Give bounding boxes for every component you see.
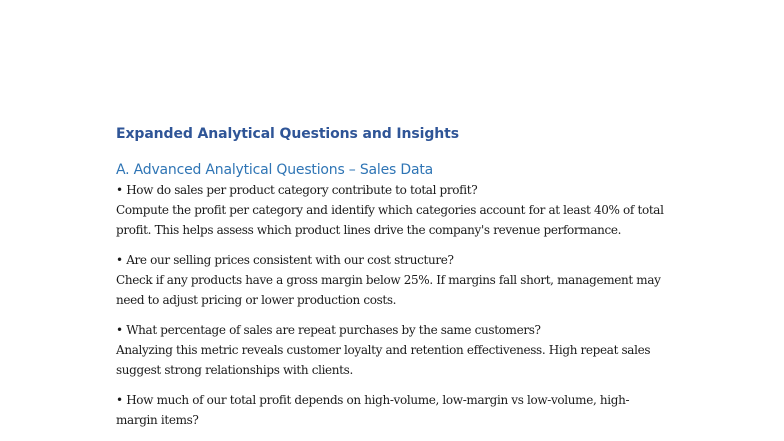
question-explanation: Compute the profit per category and identify which categories account for at least 40% of total profit. This helps assess which product lines drive the company's revenue performance. <box>116 203 664 237</box>
question-item <box>116 250 664 310</box>
question-explanation: Check if any products have a gross margin below 25%. If margins fall short, management may need to adjust pricing or lower production costs. <box>116 273 661 307</box>
question-text: • How much of our total profit depends on high-volume, low-margin vs low-volume, high-margin items? <box>116 393 630 427</box>
question-text: • What percentage of sales are repeat purchases by the same customers? <box>116 323 541 337</box>
question-text: • How do sales per product category contribute to total profit? <box>116 183 478 197</box>
question-item <box>116 180 664 240</box>
section-heading: A. Advanced Analytical Questions – Sales Data <box>116 162 433 178</box>
question-item <box>116 320 664 380</box>
document-title: Expanded Analytical Questions and Insights <box>116 126 459 142</box>
question-item <box>116 390 664 430</box>
document-content <box>116 125 664 430</box>
question-explanation: Analyzing this metric reveals customer loyalty and retention effectiveness. High repeat sales suggest strong relationships with clients. <box>116 343 651 377</box>
question-list <box>116 180 664 430</box>
question-text: • Are our selling prices consistent with our cost structure? <box>116 253 454 267</box>
